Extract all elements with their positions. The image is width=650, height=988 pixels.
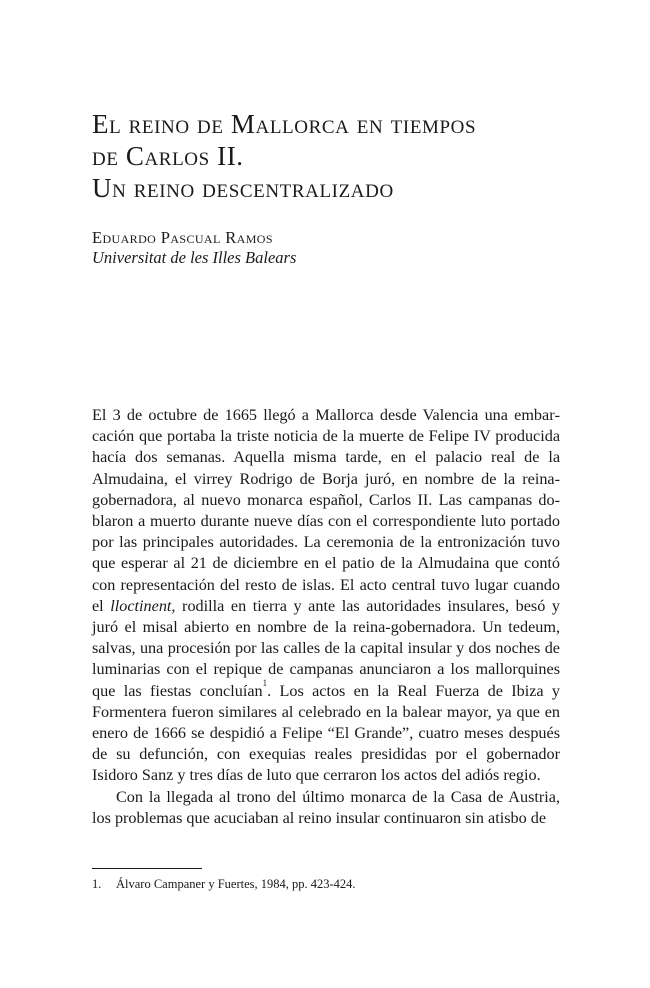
chapter-title-line-3: Un reino descentralizado — [92, 173, 394, 203]
footnote-number: 1. — [92, 877, 102, 891]
paragraph-1-part-c: . Los actos en la Real Fuerza de Ibiza y Formentera fueron similares al celebrado en la balear mayor, ya que en enero de 1666 se despidió a Felipe “El Grande”, cuatro meses después de su defunción, con exequias reales presididas por el gobernador Isidoro Sanz y tres días de luto que cerraron los actos del adiós regio. — [92, 681, 560, 785]
footnote — [92, 876, 560, 892]
paragraph-2: Con la llegada al trono del último monarca de la Casa de Austria, los problemas que acuciaban al reino insular continuaron sin atisbo de — [92, 787, 560, 827]
footnote-text: Álvaro Campaner y Fuertes, 1984, pp. 423-424. — [116, 877, 356, 891]
paragraph-1 — [92, 405, 560, 787]
chapter-title-line-2: de Carlos II. — [92, 141, 244, 171]
footnote-reference: 1 — [262, 677, 268, 688]
author-name: Eduardo Pascual Ramos — [92, 228, 273, 247]
body-text — [92, 405, 560, 829]
chapter-title-line-1: El reino de Mallorca en tiempos — [92, 109, 477, 139]
author-affiliation: Universitat de les Illes Balears — [92, 248, 297, 267]
footnote-divider — [92, 868, 202, 869]
paragraph-1-part-b: , rodilla en tierra y ante las autoridades insulares, besó y juró el misal abierto en nombre de la reina-gobernadora. Un tedeum, salvas, una procesión por las calles de la capital insular y dos noches de luminarias con el repique de campanas anunciaron a los mallorquines que las fiestas concluían — [92, 596, 561, 700]
paragraph-1-part-a: El 3 de octubre de 1665 llegó a Mallorca desde Valencia una embarcación que portaba la triste noticia de la muerte de Felipe IV producida hacía dos semanas. Aquella misma tarde, en el palacio real de la Almudaina, el virrey Rodrigo de Borja juró, en nombre de la reina-gobernadora, al nuevo monarca español, Carlos II. Las campanas doblaron a muerto durante nueve días con el correspondiente luto portado por las principales autoridades. La ceremonia de la entronización tuvo que esperar al 21 de diciembre en el patio de la Almudaina que contó con representación del resto de islas. El acto central tuvo lugar cuando el — [92, 406, 560, 615]
chapter-title — [92, 108, 560, 204]
author-block — [92, 228, 560, 268]
header-block — [92, 108, 560, 268]
italic-term: lloctinent — [110, 596, 172, 615]
